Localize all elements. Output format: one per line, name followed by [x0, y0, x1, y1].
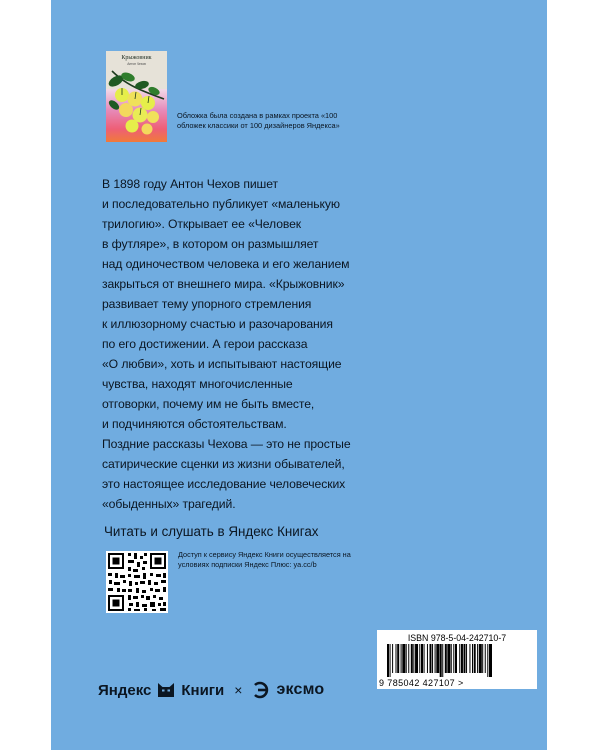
- eksmo-logo-icon: [252, 681, 270, 699]
- barcode-bar: [424, 644, 425, 673]
- barcode-bar: [427, 644, 428, 673]
- collaboration-separator: ×: [234, 682, 243, 698]
- barcode-bar: [413, 644, 414, 673]
- annotation-line: это настоящее исследование человеческих: [102, 477, 346, 491]
- barcode-bar: [411, 644, 413, 673]
- annotation-line: трилогию». Открывает ее «Человек: [102, 217, 302, 231]
- barcode-bar: [455, 644, 457, 673]
- eksmo-word: эксмо: [276, 681, 325, 698]
- barcode-bar: [469, 644, 470, 673]
- barcode-bar: [432, 644, 433, 673]
- barcode-bar: [390, 644, 391, 677]
- yandex-books-cat-icon: [157, 681, 175, 699]
- barcode-bar: [489, 644, 492, 677]
- back-cover: [51, 0, 547, 750]
- barcode-digits: 9 785042 427107 >: [379, 678, 464, 688]
- access-note: Доступ к сервису Яндекс Книги осуществляется на условиях подписки Яндекс Плюс: ya.cc/b: [178, 550, 351, 569]
- annotation-line: В 1898 году Антон Чехов пишет: [102, 177, 278, 191]
- barcode-bar: [430, 644, 432, 673]
- barcode-bar: [451, 644, 452, 673]
- barcode-bar: [482, 644, 483, 673]
- barcode-bar: [474, 644, 476, 673]
- read-and-listen-heading: Читать и слушать в Яндекс Книгах: [104, 524, 319, 539]
- barcode-bar: [479, 644, 482, 673]
- barcode-bar: [421, 644, 423, 673]
- barcode-bar: [477, 644, 478, 673]
- barcode-bar: [440, 644, 442, 677]
- annotation-line: Поздние рассказы Чехова — это не простые: [102, 437, 351, 451]
- gooseberry-illustration-icon: [106, 65, 167, 142]
- barcode-bar: [485, 644, 486, 673]
- barcode-bar: [396, 644, 397, 673]
- barcode-bar: [447, 644, 450, 673]
- annotation-line: закрыться от внешнего мира. «Крыжовник»: [102, 277, 345, 291]
- barcode-bar: [461, 644, 463, 673]
- annotation-line: «обыденных» трагедий.: [102, 497, 236, 511]
- annotation-line: развивает тему упорного стремления: [102, 297, 312, 311]
- barcode-bar: [487, 644, 488, 677]
- qr-code-icon[interactable]: [106, 551, 168, 613]
- yandex-word: Яндекс: [98, 681, 152, 699]
- annotation-line: над одиночеством человека и его желанием: [102, 257, 350, 271]
- annotation-line: по его достижении. А герои рассказа: [102, 337, 308, 351]
- barcode-bar: [442, 644, 443, 677]
- barcode-bar: [401, 644, 402, 673]
- annotation-line: сатирические сценки из жизни обывателей,: [102, 457, 345, 471]
- annotation-line: чувства, находят многочисленные: [102, 377, 293, 391]
- barcode-bar: [472, 644, 473, 673]
- barcode-bar: [466, 644, 467, 673]
- barcode-bar: [406, 644, 407, 673]
- annotation-line: и подчиняются обстоятельствам.: [102, 417, 287, 431]
- book-annotation: [102, 174, 442, 514]
- barcode-bar: [436, 644, 439, 673]
- barcode-bar: [415, 644, 418, 673]
- isbn-number: ISBN 978-5-04-242710-7: [407, 633, 507, 643]
- annotation-line: отговорки, почему им не быть вместе,: [102, 397, 315, 411]
- barcode-bar: [387, 644, 389, 677]
- barcode-bar: [392, 644, 393, 673]
- annotation-line: к иллюзорному счастью и разочарования: [102, 317, 333, 331]
- publishers-logos: [98, 678, 324, 702]
- barcode-bar: [397, 644, 399, 673]
- cover-thumbnail: [106, 51, 167, 142]
- barcode-bar: [459, 644, 460, 673]
- barcode: [381, 644, 533, 677]
- barcode-bar: [435, 644, 436, 673]
- thumbnail-author: Антон Чехов: [127, 62, 146, 66]
- barcode-bar: [453, 644, 454, 673]
- isbn-barcode-block: [377, 630, 537, 689]
- annotation-line: «О любви», хоть и испытывают настоящие: [102, 357, 342, 371]
- barcode-bar: [419, 644, 420, 673]
- barcode-bar: [445, 644, 447, 673]
- qr-code-graphic: [106, 551, 168, 613]
- annotation-line: и последовательно публикует «маленькую: [102, 197, 340, 211]
- thumbnail-title: Крыжовник: [121, 55, 152, 61]
- barcode-bar: [464, 644, 466, 673]
- barcode-bar: [402, 644, 405, 673]
- cover-project-note: Обложка была создана в рамках проекта «100 обложек классики от 100 дизайнеров Яндекса»: [177, 111, 340, 130]
- books-word: Книги: [181, 681, 225, 699]
- barcode-bar: [408, 644, 409, 673]
- annotation-line: в футляре», в котором он размышляет: [102, 237, 319, 251]
